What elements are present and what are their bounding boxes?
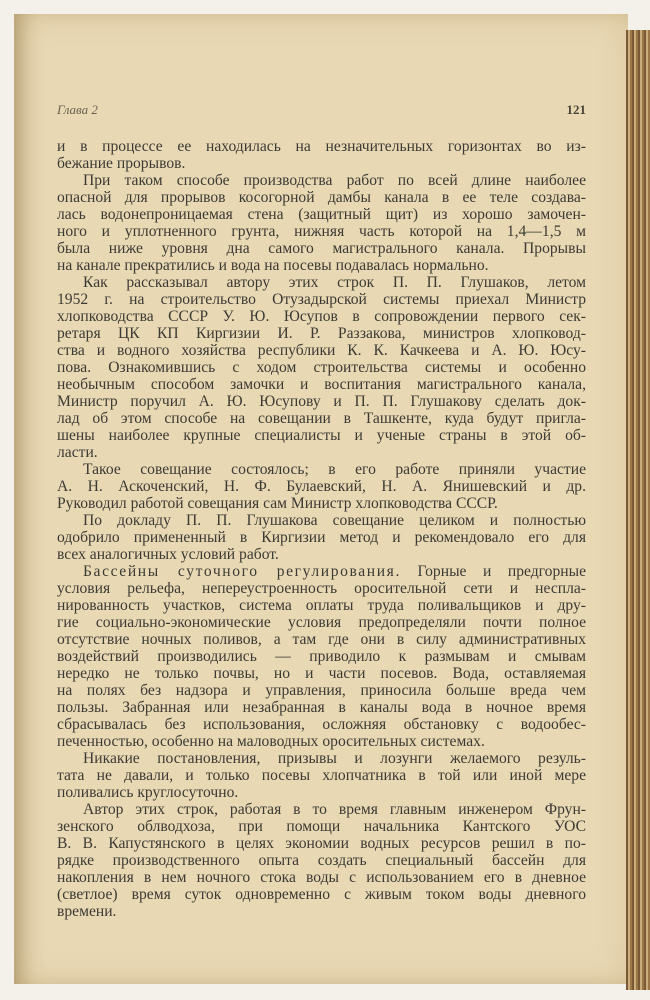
text-line: сбрасывалась без использования, осложняя обстановку с водообес- <box>57 716 586 733</box>
paragraph <box>57 274 586 461</box>
text-line: одобрило примененный в Киргизии метод и рекомендовало его для <box>57 529 586 546</box>
paragraph <box>57 461 586 512</box>
text-line: пова. Ознакомившись с ходом строительства системы и особенно <box>57 359 586 376</box>
text-line: лад об этом способе на совещании в Ташкенте, куда будут пригла- <box>57 410 586 427</box>
text-line: Как рассказывал автору этих строк П. П. Глушаков, летом <box>83 274 586 291</box>
text-line: зенского облводхоза, при помощи начальника Кантского УОС <box>57 818 586 835</box>
text-line: шены наиболее крупные специалисты и ученые страны в этой об- <box>57 427 586 444</box>
text-line: (светлое) время суток одновременно с живым током воды дневного <box>57 886 586 903</box>
chapter-title: Глава 2 <box>57 102 98 117</box>
paragraph <box>57 172 586 274</box>
text-line: ного и уплотненного грунта, нижняя часть которой на 1,4—1,5 м <box>57 223 586 240</box>
paragraph <box>57 563 586 750</box>
text-line: Такое совещание состоялось; в его работе приняли участие <box>83 461 586 478</box>
paragraph <box>57 801 586 920</box>
text-line: Министр поручил А. Ю. Юсупову и П. П. Глушакову сделать док- <box>57 393 586 410</box>
text-line: опасной для прорывов косогорной дамбы канала в ее теле создава- <box>57 189 586 206</box>
text-line: 1952 г. на строительство Отузадырской системы приехал Министр <box>57 291 586 308</box>
text-line: По докладу П. П. Глушакова совещание целиком и полностью <box>83 512 586 529</box>
text-line: ства и водного хозяйства республики К. К. Качкеева и А. Ю. Юсу- <box>57 342 586 359</box>
text-line: А. Н. Аскоченский, Н. Ф. Булаевский, Н. А. Янишевский и др. <box>57 478 586 495</box>
text-line: При таком способе производства работ по всей длине наиболее <box>83 172 586 189</box>
text-line: хлопководства СССР У. Ю. Юсупов в сопровождении первого сек- <box>57 308 586 325</box>
running-header <box>57 102 586 122</box>
text-line: условия рельефа, непереустроенность оросительной сети и неспла- <box>57 580 586 597</box>
text-line: на полях без надзора и управления, приносила больше вреда чем <box>57 682 586 699</box>
paragraph <box>57 138 586 172</box>
text-line: Никакие постановления, призывы и лозунги желаемого резуль- <box>83 750 586 767</box>
paragraph <box>57 750 586 801</box>
text-line: печенностью, особенно на маловодных оросительных системах. <box>57 733 485 750</box>
text-line: поливались круглосуточно. <box>57 784 239 801</box>
text-line: Автор этих строк, работая в то время главным инженером Фрун- <box>83 801 586 818</box>
text-line: тата не давали, и только посевы хлопчатника в той или иной мере <box>57 767 586 784</box>
section-run-in-heading: Бассейны суточного регулирования. <box>83 563 401 580</box>
text-line: нередко не только почвы, но и части посевов. Вода, оставляемая <box>57 665 586 682</box>
text-line: ласти. <box>57 444 98 461</box>
text-line: Бассейны суточного регулирования. Горные и предгорные <box>83 563 586 580</box>
text-line: и в процессе ее находилась на незначительных горизонтах во из- <box>57 138 586 155</box>
text-line: В. В. Капустянского в целях экономии водных ресурсов решил в по- <box>57 835 586 852</box>
book-page-edges <box>626 30 650 990</box>
text-line: воздействий производились — приводило к размывам и смывам <box>57 648 586 665</box>
page-number: 121 <box>566 102 586 117</box>
text-line: нированность участков, система оплаты труда поливальщиков и дру- <box>57 597 586 614</box>
text-line: гие социально-экономические условия предопределяли почти полное <box>57 614 586 631</box>
text-line: накопления в нем ночного стока воды с использованием его в дневное <box>57 869 586 886</box>
text-line: Руководил работой совещания сам Министр хлопководства СССР. <box>57 495 498 512</box>
text-line: ретаря ЦК КП Киргизии И. Р. Раззакова, министров хлопковод- <box>57 325 586 342</box>
text-line: была ниже уровня дна самого магистрального канала. Прорывы <box>57 240 586 257</box>
text-line: отсутствие ночных поливов, а там где они в силу административных <box>57 631 586 648</box>
text-line: бежание прорывов. <box>57 155 186 172</box>
page-body-text <box>57 138 586 920</box>
text-line: всех аналогичных условий работ. <box>57 546 279 563</box>
text-line: на канале прекратились и вода на посевы подавалась нормально. <box>57 257 489 274</box>
text-line: рядке производственного опыта создать специальный бассейн для <box>57 852 586 869</box>
text-line: времени. <box>57 903 117 920</box>
text-line: необычным способом замочки и воспитания магистрального канала, <box>57 376 586 393</box>
paragraph <box>57 512 586 563</box>
text-line: пользы. Забранная или незабранная в каналы вода в ночное время <box>57 699 586 716</box>
text-line: лась водонепроницаемая стена (защитный щит) из хорошо замочен- <box>57 206 586 223</box>
